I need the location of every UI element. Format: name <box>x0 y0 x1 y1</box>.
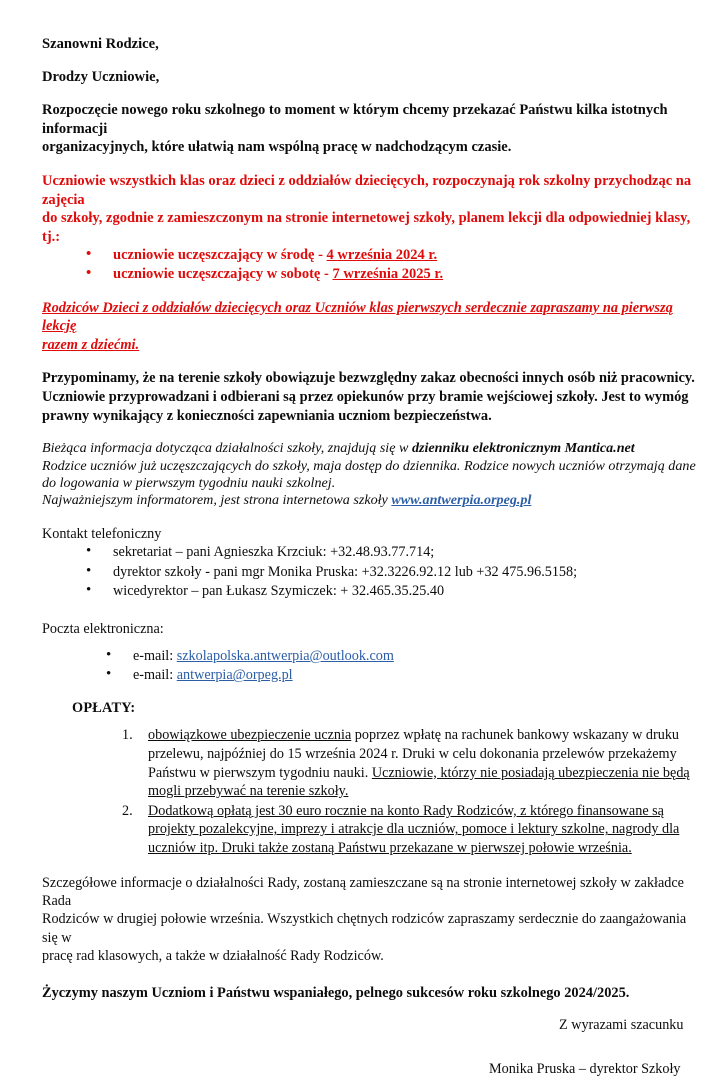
spacer <box>42 685 698 700</box>
reminder-paragraph <box>42 369 698 425</box>
spacer <box>42 859 698 874</box>
ejournal-line-1-prefix: Bieżąca informacja dotycząca działalności szkoły, znajdują się w <box>42 440 412 457</box>
spacer <box>42 966 698 984</box>
ejournal-line-4 <box>42 492 698 509</box>
spacer <box>42 510 698 525</box>
list-item: • sekretariat – pani Agnieszka Krzciuk: +32.48.93.77.714; <box>98 543 698 563</box>
bullet-date: 7 września 2025 r. <box>332 265 444 282</box>
fee-1-highlight: obowiązkowe ubezpieczenie ucznia <box>148 727 352 744</box>
fees-heading: OPŁATY: <box>72 700 136 717</box>
fee-2-body: Dodatkową opłatą jest 30 euro rocznie na konto Rady Rodziców, z którego finansowane są projekty pozalekcyjne, imprezy i atrakcje dla uczniów, pomoce i lektury szkolne, nagrody dla uczniów itp. Druki także zostaną Państwu przekazane w pierwszej połowie września. <box>148 802 680 856</box>
spacer <box>42 638 698 647</box>
spacer <box>42 1034 698 1052</box>
list-item: • wicedyrektor – pan Łukasz Szymiczek: + 32.465.35.25.40 <box>98 582 698 602</box>
closing-regards: Z wyrazami szacunku <box>559 1017 684 1034</box>
council-info-line-2: Rodziców w drugiej połowie września. Wszystkich chętnych rodziców zapraszamy serdecznie do zaangażowania się w <box>42 911 687 946</box>
bullet-text-prefix: uczniowie uczęszczający w sobotę - <box>113 265 333 282</box>
phone-contact-list <box>42 543 698 602</box>
spacer <box>42 354 698 369</box>
fees-list <box>42 726 698 857</box>
spacer <box>42 425 698 440</box>
bullet-text-prefix: uczniowie uczęszczający w środę - <box>113 247 327 264</box>
list-item <box>118 666 698 685</box>
invitation-line-1: Rodziców Dzieci z oddziałów dziecięcych oraz Uczniów klas pierwszych serdecznie zapraszamy na pierwszą lekcję <box>42 299 673 335</box>
ejournal-paragraph <box>42 440 698 510</box>
red-notice-paragraph <box>42 172 698 246</box>
salutation-students: Drodzy Uczniowie, <box>42 68 160 85</box>
fee-1-body: poprzez wpłatę na rachunek bankowy wskazany w druku przelewu, najpóźniej do 15 września 2024 r. Druki w celu dokonania przelewów przekażemy Państwu w pierwszym tygodniu nauki. <box>148 727 680 781</box>
spacer <box>42 602 698 620</box>
spacer <box>42 284 698 299</box>
list-item <box>130 726 698 800</box>
red-notice-line-1: Uczniowie wszystkich klas oraz dzieci z oddziałów dziecięcych, rozpoczynają rok szkolny przychodząc na zajęcia <box>42 172 692 208</box>
phone-contact-heading: Kontakt telefoniczny <box>42 525 162 542</box>
list-item <box>98 265 698 284</box>
list-item <box>130 802 698 858</box>
salutation-parents: Szanowni Rodzice, <box>42 36 159 52</box>
spacer <box>42 1052 698 1061</box>
spacer <box>42 54 698 69</box>
council-info-line-1: Szczegółowe informacje o działalności Rady, zostaną zamieszczane są na stronie internetowej szkoły w zakładce Rada <box>42 874 684 909</box>
intro-line-1: Rozpoczęcie nowego roku szkolnego to moment w którym chcemy przekazać Państwu kilka istotnych informacji <box>42 102 668 137</box>
spacer <box>42 86 698 101</box>
spacer <box>42 717 698 726</box>
fee-1-warning: Uczniowie, którzy nie posiadają ubezpieczenia nie będą mogli przebywać na terenie szkoły. <box>148 764 690 800</box>
invitation-paragraph <box>42 299 698 355</box>
email-contact-list <box>42 647 698 685</box>
list-item <box>118 647 698 666</box>
list-item: • dyrektor szkoły - pani mgr Monika Pruska: +32.3226.92.12 lub +32 475.96.5158; <box>98 563 698 583</box>
list-item <box>98 246 698 265</box>
bullet-date: 4 września 2024 r. <box>326 247 438 264</box>
reminder-line-2: Uczniowie przyprowadzani i odbierani są przez opiekunów przy bramie wejściowej szkoły. Jest to wymóg <box>42 388 689 405</box>
intro-line-2: organizacyjnych, które ułatwią nam wspólną pracę w nadchodzącym czasie. <box>42 139 512 156</box>
email-label: e-mail: <box>133 667 177 684</box>
intro-paragraph <box>42 101 698 157</box>
spacer <box>42 157 698 172</box>
council-info-paragraph <box>42 874 698 966</box>
red-notice-bullet-list <box>42 246 698 283</box>
council-info-line-3: pracę rad klasowych, a także w działalność Rady Rodziców. <box>42 948 384 965</box>
ejournal-platform-name: dzienniku elektronicznym Mantica.net <box>411 440 635 457</box>
red-notice-line-2: do szkoły, zgodnie z zamieszczonym na stronie internetowej szkoły, planem lekcji dla odpowiedniej klasy, tj.: <box>42 210 691 245</box>
email-label: e-mail: <box>133 648 177 665</box>
ejournal-line-3: do logowania w pierwszym tygodniu nauki szkolnej. <box>42 474 336 491</box>
email-link-outlook[interactable]: szkolapolska.antwerpia@outlook.com <box>176 648 394 665</box>
email-contact-heading: Poczta elektroniczna: <box>42 620 164 637</box>
signature-line: Monika Pruska – dyrektor Szkoły <box>489 1061 681 1078</box>
ejournal-line-1 <box>42 440 698 457</box>
closing-wish: Życzymy naszym Uczniom i Państwu wspaniałego, pelnego sukcesów roku szkolnego 2024/2025. <box>42 984 630 1001</box>
school-website-link[interactable]: www.antwerpia.orpeg.pl <box>391 492 532 509</box>
ejournal-line-2: Rodzice uczniów już uczęszczających do szkoły, maja dostęp do dziennika. Rodzice nowych uczniów otrzymają dane <box>42 457 696 474</box>
invitation-line-2: razem z dziećmi. <box>42 336 140 353</box>
email-link-orpeg[interactable]: antwerpia@orpeg.pl <box>176 667 293 684</box>
reminder-line-3: prawny wynikający z konieczności zapewniania uczniom bezpieczeństwa. <box>42 407 492 424</box>
spacer <box>42 1002 698 1017</box>
ejournal-line-4-prefix: Najważniejszym informatorem, jest strona internetowa szkoły <box>42 492 392 509</box>
reminder-line-1: Przypominamy, że na terenie szkoły obowiązuje bezwzględny zakaz obecności innych osób niż pracownicy. <box>42 370 695 387</box>
